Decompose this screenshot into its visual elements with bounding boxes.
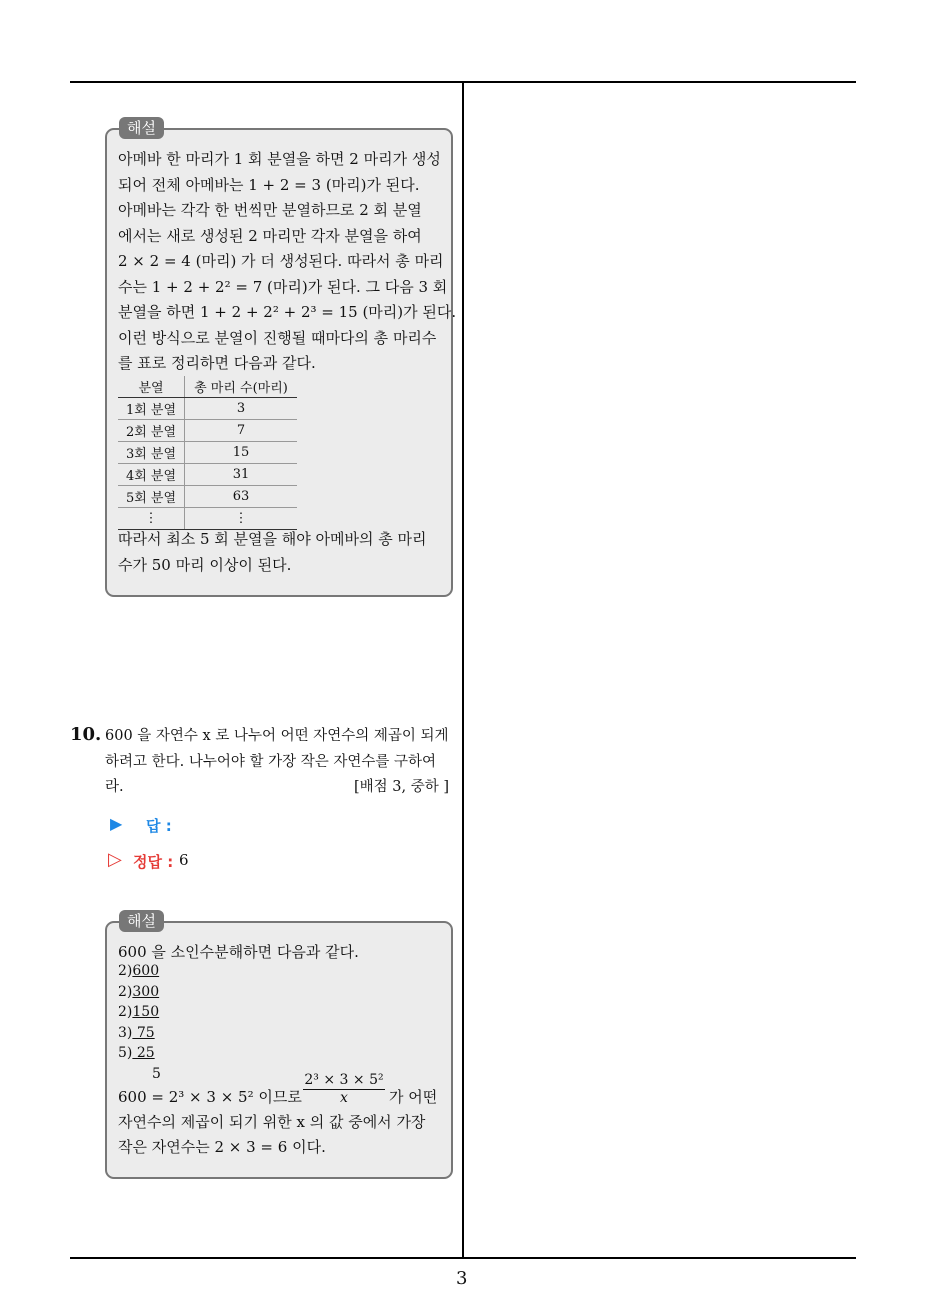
table-cell: 63 (185, 486, 298, 508)
prime-factorization-ladder (118, 961, 161, 1084)
question-number: 10. (70, 724, 102, 745)
table-row (118, 486, 297, 508)
table-row (118, 398, 297, 420)
text-line: 아메바 한 마리가 1 회 분열을 하면 2 마리가 생성 (118, 150, 441, 168)
text-line: 되어 전체 아메바는 1 + 2 = 3 (마리)가 된다. (118, 175, 420, 194)
table-cell: 1회 분열 (118, 398, 185, 420)
table-cell: 15 (185, 442, 298, 464)
text-line: 600 을 자연수 x 로 나누어 어떤 자연수의 제곱이 되게 (105, 728, 449, 744)
explanation-tag-1: 해설 (119, 117, 164, 139)
explanation-tag-2: 해설 (119, 910, 164, 932)
table-header: 총 마리 수(마리) (185, 376, 298, 398)
table-row (118, 420, 297, 442)
fraction-numerator: 2³ × 3 × 5² (304, 1072, 384, 1088)
text-line: 를 표로 정리하면 다음과 같다. (118, 354, 316, 372)
table-cell: 31 (185, 464, 298, 486)
correct-answer-value: 6 (179, 851, 189, 869)
table-cell: 3 (185, 398, 298, 420)
explanation-2-line-1a: 600 = 2³ × 3 × 5² 이므로 (118, 1088, 302, 1106)
page-number: 3 (456, 1268, 468, 1289)
ladder-step: 2)150 (118, 1004, 160, 1020)
text-line: 수가 50 마리 이상이 된다. (118, 555, 292, 574)
ladder-remainder: 5 (152, 1065, 161, 1082)
table-row (118, 464, 297, 486)
text-line: 수는 1 + 2 + 2² = 7 (마리)가 된다. 그 다음 3 회 (118, 277, 448, 296)
text-line: 하려고 한다. 나누어야 할 가장 작은 자연수를 구하여 (105, 753, 437, 770)
explanation-1-text (118, 147, 457, 377)
text-line: 분열을 하면 1 + 2 + 2² + 2³ = 15 (마리)가 된다. (118, 303, 457, 321)
answer-marker-icon: ▶ (110, 814, 123, 833)
explanation-2-line-2: 자연수의 제곱이 되기 위한 x 의 값 중에서 가장 (118, 1113, 426, 1131)
fraction-denominator: x (340, 1090, 348, 1106)
text-line: 아메바는 각각 한 번씩만 분열하므로 2 회 분열 (118, 201, 422, 219)
table-header-row (118, 376, 297, 398)
text-line: 2 × 2 = 4 (마리) 가 더 생성된다. 따라서 총 마리 (118, 252, 444, 270)
explanation-2-line-3: 작은 자연수는 2 × 3 = 6 이다. (118, 1138, 326, 1156)
text-line: 이런 방식으로 분열이 진행될 때마다의 총 마리수 (118, 328, 437, 347)
ladder-step: 2)600 (118, 963, 160, 979)
correct-marker-icon: ▷ (108, 849, 122, 870)
ladder-step: 2)300 (118, 983, 160, 1000)
score-tag: [배점 3, 중하 ] (354, 779, 450, 795)
correct-answer-label: 정답 : (133, 853, 174, 871)
table-cell: 7 (185, 420, 298, 442)
explanation-1-conclusion (118, 527, 440, 578)
table-header: 분열 (118, 376, 185, 398)
ladder-step: 3) 75 (118, 1024, 155, 1041)
table-row (118, 442, 297, 464)
column-divider (462, 81, 464, 1259)
bottom-rule (70, 1257, 856, 1259)
table-cell: 2회 분열 (118, 420, 185, 442)
text-line: 에서는 새로 생성된 2 마리만 각자 분열을 하여 (118, 226, 422, 245)
text-line: 따라서 최소 5 회 분열을 해야 아메바의 총 마리 (118, 530, 427, 548)
table-cell: ⋮ (118, 508, 185, 530)
explanation-2-intro: 600 을 소인수분해하면 다음과 같다. (118, 943, 359, 961)
table-cell: 4회 분열 (118, 464, 185, 486)
table-cell: 3회 분열 (118, 442, 185, 464)
explanation-2-line-1b: 가 어떤 (389, 1088, 438, 1106)
answer-label: 답 : (146, 817, 172, 835)
table-cell: ⋮ (185, 508, 298, 530)
table-cell: 5회 분열 (118, 486, 185, 508)
division-count-table (118, 376, 297, 530)
ladder-step: 5) 25 (118, 1045, 155, 1061)
fraction (303, 1072, 385, 1106)
text-line: 라. (105, 779, 124, 795)
